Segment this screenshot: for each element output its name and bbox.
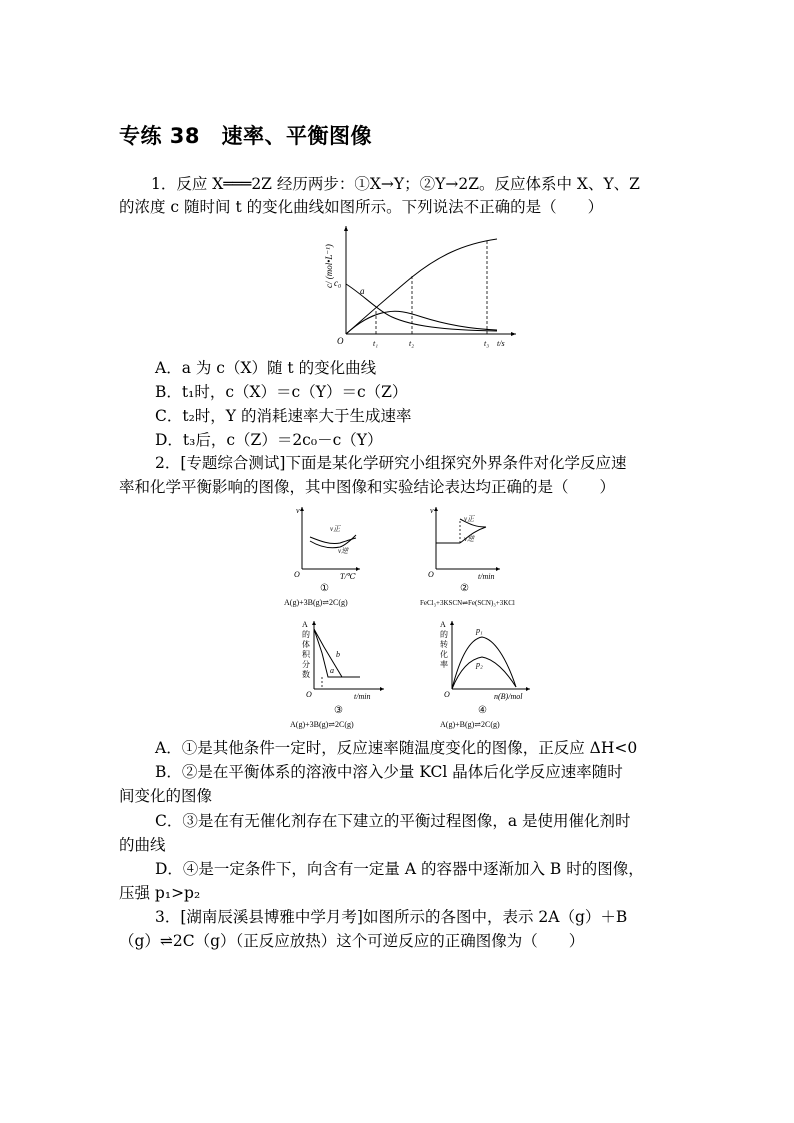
q1-option-d: D．t₃后，c（Z）＝2c₀－c（Y） (155, 431, 383, 449)
y-axis-label: c/ (mol•L⁻¹) (324, 244, 334, 288)
svg-text:④: ④ (478, 705, 487, 716)
svg-text:v正: v正 (464, 515, 475, 523)
t3-label: t₃ (484, 339, 490, 348)
q2-figure-4 (430, 617, 550, 733)
svg-text:t/min: t/min (354, 692, 371, 701)
svg-text:A(g)+3B(g)⇌2C(g): A(g)+3B(g)⇌2C(g) (290, 720, 354, 729)
svg-text:O: O (294, 570, 300, 579)
t1-label: t₁ (373, 339, 379, 348)
q3-stem-line2: （g）⇌2C（g）（正反应放热）这个可逆反应的正确图像为（ ） (119, 932, 585, 950)
svg-text:A: A (440, 620, 446, 629)
svg-text:t/min: t/min (478, 572, 495, 581)
svg-text:FeCl₃+3KSCN⇌Fe(SCN)₃+3KCl: FeCl₃+3KSCN⇌Fe(SCN)₃+3KCl (420, 599, 515, 607)
q2-option-c-line2: 的曲线 (119, 836, 166, 854)
q2-option-b-line1: B．②是在平衡体系的溶液中溶入少量 KCl 晶体后化学反应速率随时 (155, 763, 623, 781)
svg-text:化: 化 (440, 650, 448, 659)
q3-stem-line1: 3．[湖南辰溪县博雅中学月考]如图所示的各图中，表示 2A（g）＋B (155, 908, 628, 926)
svg-text:率: 率 (440, 660, 448, 669)
q1-option-a: A．a 为 c（X）随 t 的变化曲线 (155, 359, 377, 377)
page-title: 专练 38 速率、平衡图像 (119, 124, 373, 148)
q2-figure-3 (284, 617, 399, 733)
svg-text:①: ① (320, 583, 329, 594)
curve-z (346, 239, 497, 334)
q2-option-d-line1: D．④是一定条件下，向含有一定量 A 的容器中逐渐加入 B 时的图像， (155, 860, 644, 878)
svg-text:积: 积 (302, 650, 310, 659)
curve-a-label: a (360, 286, 365, 296)
svg-text:体: 体 (302, 640, 310, 649)
svg-text:A: A (302, 620, 308, 629)
svg-text:v逆: v逆 (338, 547, 349, 555)
q2-option-b-line2: 间变化的图像 (119, 787, 213, 805)
c0-label: c₀ (334, 278, 342, 288)
svg-text:转: 转 (440, 640, 448, 649)
svg-text:A(g)+3B(g)⇌2C(g): A(g)+3B(g)⇌2C(g) (284, 598, 348, 607)
q2-option-c-line1: C．③是在有无催化剂存在下建立的平衡过程图像，a 是使用催化剂时 (155, 812, 631, 830)
origin-label: O (337, 336, 344, 346)
svg-text:n(B)/mol: n(B)/mol (494, 692, 523, 701)
svg-text:v逆: v逆 (464, 535, 475, 543)
q2-stem-line2: 率和化学平衡影响的图像，其中图像和实验结论表达均正确的是（ ） (119, 478, 616, 496)
svg-text:p₁: p₁ (476, 626, 483, 635)
q2-figure-1 (280, 503, 390, 611)
q1-option-c: C．t₂时，Y 的消耗速率大于生成速率 (155, 407, 412, 425)
t2-label: t₂ (409, 339, 415, 348)
q1-concentration-graph (322, 222, 522, 350)
q2-option-d-line2: 压强 p₁>p₂ (119, 884, 201, 902)
q2-stem-line1: 2．[专题综合测试]下面是某化学研究小组探究外界条件对化学反应速 (155, 454, 627, 472)
q1-stem-line2: 的浓度 c 随时间 t 的变化曲线如图所示。下列说法不正确的是（ ） (119, 198, 604, 216)
q2-option-a: A．①是其他条件一定时，反应速率随温度变化的图像，正反应 ΔH<0 (155, 739, 638, 757)
q1-option-b: B．t₁时，c（X）＝c（Y）＝c（Z） (155, 383, 408, 401)
svg-text:数: 数 (302, 670, 310, 679)
svg-text:O: O (444, 690, 450, 699)
svg-text:②: ② (460, 583, 469, 594)
svg-text:的: 的 (302, 630, 310, 639)
q1-stem-line1: 1．反应 X═══2Z 经历两步：①X→Y；②Y→2Z。反应体系中 X、Y、Z (151, 175, 640, 193)
svg-text:v正: v正 (330, 525, 341, 533)
svg-text:A(g)+B(g)⇌2C(g): A(g)+B(g)⇌2C(g) (440, 720, 500, 729)
svg-text:b: b (336, 650, 340, 659)
svg-text:v: v (430, 506, 434, 515)
q2-figure-2 (420, 503, 550, 611)
svg-text:③: ③ (334, 705, 343, 716)
svg-text:O: O (306, 690, 312, 699)
svg-text:分: 分 (302, 660, 310, 669)
svg-text:的: 的 (440, 630, 448, 639)
svg-text:O: O (428, 570, 434, 579)
svg-text:a: a (330, 666, 334, 675)
svg-text:v: v (296, 506, 300, 515)
x-axis-label: t/s (497, 339, 505, 348)
curve-x (346, 284, 497, 331)
svg-text:p₂: p₂ (476, 660, 483, 669)
svg-text:T/℃: T/℃ (340, 572, 356, 581)
